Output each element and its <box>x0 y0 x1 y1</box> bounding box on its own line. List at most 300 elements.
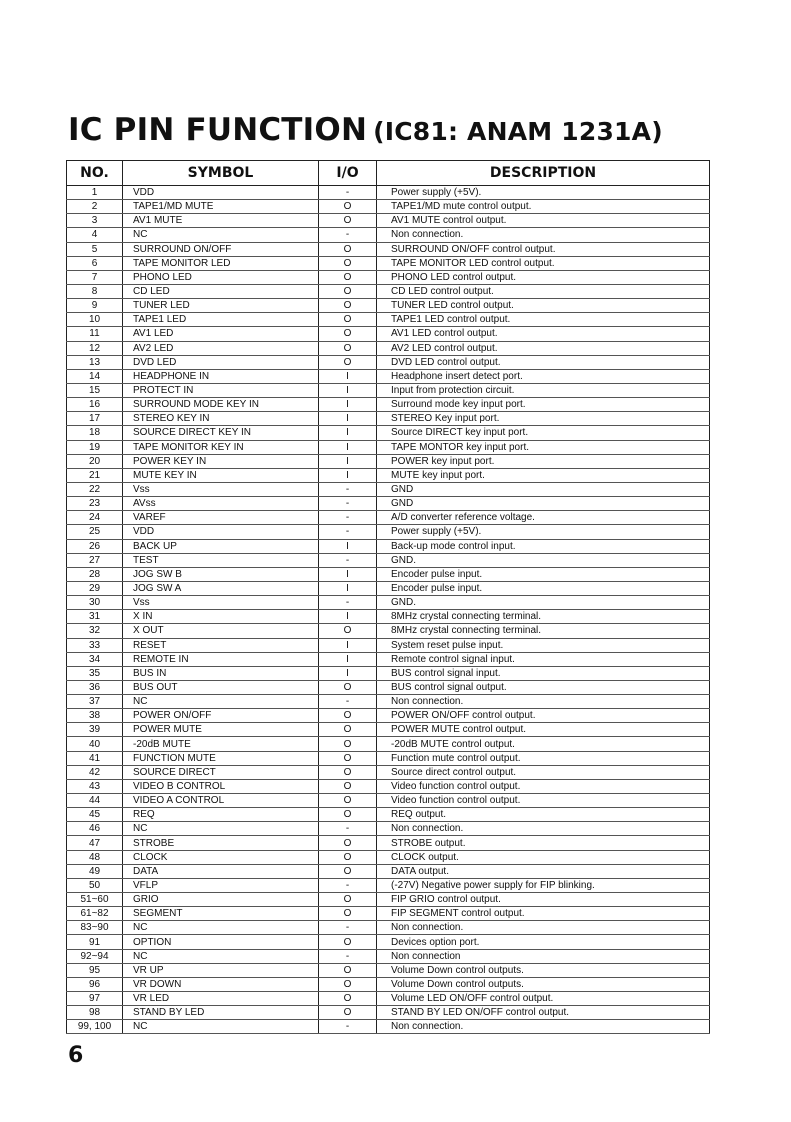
symbol-cell: VR LED <box>123 992 319 1006</box>
io-cell: - <box>319 596 377 610</box>
table-row <box>67 638 710 652</box>
pin-number-cell: 15 <box>67 383 123 397</box>
pin-number-cell: 32 <box>67 624 123 638</box>
io-cell: O <box>319 723 377 737</box>
io-cell: - <box>319 186 377 200</box>
table-row <box>67 893 710 907</box>
symbol-cell: AV1 LED <box>123 327 319 341</box>
io-cell: I <box>319 440 377 454</box>
table-row <box>67 497 710 511</box>
io-cell: O <box>319 709 377 723</box>
pin-number-cell: 21 <box>67 468 123 482</box>
description-cell: BUS control signal output. <box>377 680 710 694</box>
table-row <box>67 383 710 397</box>
table-row <box>67 822 710 836</box>
description-cell: POWER ON/OFF control output. <box>377 709 710 723</box>
symbol-cell: DATA <box>123 864 319 878</box>
table-row <box>67 794 710 808</box>
pin-number-cell: 36 <box>67 680 123 694</box>
pin-number-cell: 2 <box>67 200 123 214</box>
pin-number-cell: 61~82 <box>67 907 123 921</box>
pin-function-table <box>66 160 710 1034</box>
pin-number-cell: 16 <box>67 398 123 412</box>
table-row <box>67 1020 710 1034</box>
io-cell: I <box>319 581 377 595</box>
table-row <box>67 214 710 228</box>
pin-number-cell: 35 <box>67 666 123 680</box>
table-row <box>67 440 710 454</box>
io-cell: O <box>319 963 377 977</box>
io-cell: I <box>319 398 377 412</box>
description-cell: AV1 LED control output. <box>377 327 710 341</box>
symbol-cell: VIDEO A CONTROL <box>123 794 319 808</box>
io-cell: O <box>319 907 377 921</box>
description-cell: Input from protection circuit. <box>377 383 710 397</box>
table-row <box>67 539 710 553</box>
io-cell: - <box>319 695 377 709</box>
io-cell: O <box>319 864 377 878</box>
symbol-cell: SURROUND ON/OFF <box>123 242 319 256</box>
symbol-cell: TEST <box>123 553 319 567</box>
header-no: NO. <box>67 161 123 186</box>
io-cell: - <box>319 921 377 935</box>
symbol-cell: VDD <box>123 525 319 539</box>
description-cell: (-27V) Negative power supply for FIP blinking. <box>377 878 710 892</box>
table-row <box>67 454 710 468</box>
description-cell: POWER MUTE control output. <box>377 723 710 737</box>
description-cell: Remote control signal input. <box>377 652 710 666</box>
pin-number-cell: 26 <box>67 539 123 553</box>
symbol-cell: TUNER LED <box>123 299 319 313</box>
pin-number-cell: 24 <box>67 511 123 525</box>
pin-number-cell: 39 <box>67 723 123 737</box>
description-cell: Non connection. <box>377 1020 710 1034</box>
description-cell: Back-up mode control input. <box>377 539 710 553</box>
io-cell: I <box>319 426 377 440</box>
io-cell: O <box>319 355 377 369</box>
io-cell: I <box>319 454 377 468</box>
table-row <box>67 511 710 525</box>
table-row <box>67 850 710 864</box>
pin-number-cell: 9 <box>67 299 123 313</box>
symbol-cell: MUTE KEY IN <box>123 468 319 482</box>
description-cell: GND <box>377 497 710 511</box>
description-cell: GND <box>377 482 710 496</box>
symbol-cell: Vss <box>123 596 319 610</box>
io-cell: O <box>319 1006 377 1020</box>
table-row <box>67 907 710 921</box>
table-row <box>67 341 710 355</box>
symbol-cell: NC <box>123 921 319 935</box>
symbol-cell: -20dB MUTE <box>123 737 319 751</box>
io-cell: O <box>319 327 377 341</box>
pin-number-cell: 29 <box>67 581 123 595</box>
description-cell: POWER key input port. <box>377 454 710 468</box>
description-cell: Encoder pulse input. <box>377 567 710 581</box>
symbol-cell: POWER KEY IN <box>123 454 319 468</box>
table-row <box>67 992 710 1006</box>
pin-number-cell: 20 <box>67 454 123 468</box>
table-row <box>67 284 710 298</box>
symbol-cell: NC <box>123 695 319 709</box>
io-cell: O <box>319 765 377 779</box>
description-cell: Encoder pulse input. <box>377 581 710 595</box>
symbol-cell: TAPE MONITOR KEY IN <box>123 440 319 454</box>
table-row <box>67 553 710 567</box>
table-row <box>67 525 710 539</box>
pin-number-cell: 96 <box>67 977 123 991</box>
pin-number-cell: 38 <box>67 709 123 723</box>
table-row <box>67 977 710 991</box>
description-cell: TAPE1/MD mute control output. <box>377 200 710 214</box>
io-cell: O <box>319 893 377 907</box>
table-row <box>67 652 710 666</box>
table-row <box>67 426 710 440</box>
symbol-cell: VAREF <box>123 511 319 525</box>
pin-number-cell: 22 <box>67 482 123 496</box>
table-row <box>67 355 710 369</box>
pin-number-cell: 30 <box>67 596 123 610</box>
description-cell: Devices option port. <box>377 935 710 949</box>
description-cell: Headphone insert detect port. <box>377 369 710 383</box>
symbol-cell: STROBE <box>123 836 319 850</box>
symbol-cell: BACK UP <box>123 539 319 553</box>
pin-number-cell: 99, 100 <box>67 1020 123 1034</box>
symbol-cell: TAPE MONITOR LED <box>123 256 319 270</box>
symbol-cell: VIDEO B CONTROL <box>123 779 319 793</box>
symbol-cell: REQ <box>123 808 319 822</box>
io-cell: O <box>319 284 377 298</box>
io-cell: O <box>319 256 377 270</box>
description-cell: AV2 LED control output. <box>377 341 710 355</box>
description-cell: TAPE MONITOR LED control output. <box>377 256 710 270</box>
pin-number-cell: 18 <box>67 426 123 440</box>
symbol-cell: PHONO LED <box>123 270 319 284</box>
symbol-cell: HEADPHONE IN <box>123 369 319 383</box>
table-row <box>67 567 710 581</box>
description-cell: Non connection. <box>377 695 710 709</box>
io-cell: I <box>319 369 377 383</box>
table-row <box>67 935 710 949</box>
symbol-cell: VR UP <box>123 963 319 977</box>
description-cell: TUNER LED control output. <box>377 299 710 313</box>
pin-number-cell: 92~94 <box>67 949 123 963</box>
pin-number-cell: 17 <box>67 412 123 426</box>
io-cell: I <box>319 468 377 482</box>
title-subtitle: (IC81: ANAM 1231A) <box>373 117 663 146</box>
table-row <box>67 299 710 313</box>
description-cell: Non connection <box>377 949 710 963</box>
io-cell: O <box>319 341 377 355</box>
io-cell: - <box>319 511 377 525</box>
pin-number-cell: 41 <box>67 751 123 765</box>
description-cell: Non connection. <box>377 228 710 242</box>
io-cell: I <box>319 412 377 426</box>
description-cell: -20dB MUTE control output. <box>377 737 710 751</box>
pin-number-cell: 49 <box>67 864 123 878</box>
table-row <box>67 737 710 751</box>
table-row <box>67 200 710 214</box>
table-row <box>67 256 710 270</box>
pin-number-cell: 28 <box>67 567 123 581</box>
symbol-cell: CD LED <box>123 284 319 298</box>
io-cell: O <box>319 935 377 949</box>
description-cell: FIP GRIO control output. <box>377 893 710 907</box>
description-cell: Video function control output. <box>377 779 710 793</box>
pin-number-cell: 47 <box>67 836 123 850</box>
description-cell: Volume Down control outputs. <box>377 963 710 977</box>
symbol-cell: DVD LED <box>123 355 319 369</box>
page-title <box>68 112 663 148</box>
symbol-cell: AV1 MUTE <box>123 214 319 228</box>
pin-number-cell: 98 <box>67 1006 123 1020</box>
table-row <box>67 412 710 426</box>
symbol-cell: GRIO <box>123 893 319 907</box>
description-cell: Power supply (+5V). <box>377 525 710 539</box>
symbol-cell: X OUT <box>123 624 319 638</box>
io-cell: O <box>319 313 377 327</box>
symbol-cell: VR DOWN <box>123 977 319 991</box>
description-cell: System reset pulse input. <box>377 638 710 652</box>
io-cell: O <box>319 751 377 765</box>
description-cell: PHONO LED control output. <box>377 270 710 284</box>
description-cell: STEREO Key input port. <box>377 412 710 426</box>
table-row <box>67 581 710 595</box>
description-cell: TAPE MONTOR key input port. <box>377 440 710 454</box>
pin-number-cell: 51~60 <box>67 893 123 907</box>
description-cell: Power supply (+5V). <box>377 186 710 200</box>
symbol-cell: STAND BY LED <box>123 1006 319 1020</box>
pin-number-cell: 97 <box>67 992 123 1006</box>
table-row <box>67 779 710 793</box>
pin-number-cell: 43 <box>67 779 123 793</box>
io-cell: O <box>319 977 377 991</box>
pin-number-cell: 5 <box>67 242 123 256</box>
pin-number-cell: 25 <box>67 525 123 539</box>
pin-number-cell: 19 <box>67 440 123 454</box>
symbol-cell: BUS IN <box>123 666 319 680</box>
description-cell: TAPE1 LED control output. <box>377 313 710 327</box>
io-cell: - <box>319 822 377 836</box>
symbol-cell: CLOCK <box>123 850 319 864</box>
pin-number-cell: 44 <box>67 794 123 808</box>
pin-number-cell: 13 <box>67 355 123 369</box>
description-cell: BUS control signal input. <box>377 666 710 680</box>
table-row <box>67 186 710 200</box>
description-cell: Non connection. <box>377 921 710 935</box>
table-row <box>67 242 710 256</box>
table-row <box>67 610 710 624</box>
table-row <box>67 808 710 822</box>
pin-number-cell: 83~90 <box>67 921 123 935</box>
pin-number-cell: 45 <box>67 808 123 822</box>
header-io: I/O <box>319 161 377 186</box>
io-cell: O <box>319 794 377 808</box>
symbol-cell: SURROUND MODE KEY IN <box>123 398 319 412</box>
table-row <box>67 398 710 412</box>
table-row <box>67 709 710 723</box>
symbol-cell: TAPE1 LED <box>123 313 319 327</box>
description-cell: STAND BY LED ON/OFF control output. <box>377 1006 710 1020</box>
symbol-cell: STEREO KEY IN <box>123 412 319 426</box>
table-row <box>67 1006 710 1020</box>
description-cell: 8MHz crystal connecting terminal. <box>377 624 710 638</box>
symbol-cell: RESET <box>123 638 319 652</box>
io-cell: I <box>319 383 377 397</box>
io-cell: I <box>319 652 377 666</box>
description-cell: A/D converter reference voltage. <box>377 511 710 525</box>
symbol-cell: VDD <box>123 186 319 200</box>
symbol-cell: JOG SW B <box>123 567 319 581</box>
io-cell: O <box>319 270 377 284</box>
table-row <box>67 327 710 341</box>
io-cell: O <box>319 242 377 256</box>
symbol-cell: JOG SW A <box>123 581 319 595</box>
pin-number-cell: 33 <box>67 638 123 652</box>
symbol-cell: VFLP <box>123 878 319 892</box>
table-row <box>67 369 710 383</box>
description-cell: MUTE key input port. <box>377 468 710 482</box>
pin-number-cell: 10 <box>67 313 123 327</box>
symbol-cell: OPTION <box>123 935 319 949</box>
io-cell: - <box>319 228 377 242</box>
description-cell: Volume LED ON/OFF control output. <box>377 992 710 1006</box>
table-row <box>67 878 710 892</box>
description-cell: DVD LED control output. <box>377 355 710 369</box>
description-cell: REQ output. <box>377 808 710 822</box>
symbol-cell: TAPE1/MD MUTE <box>123 200 319 214</box>
io-cell: - <box>319 1020 377 1034</box>
io-cell: I <box>319 666 377 680</box>
header-description: DESCRIPTION <box>377 161 710 186</box>
table-row <box>67 228 710 242</box>
table-row <box>67 765 710 779</box>
symbol-cell: SOURCE DIRECT <box>123 765 319 779</box>
io-cell: - <box>319 482 377 496</box>
table-row <box>67 313 710 327</box>
pin-number-cell: 50 <box>67 878 123 892</box>
description-cell: DATA output. <box>377 864 710 878</box>
pin-number-cell: 11 <box>67 327 123 341</box>
symbol-cell: BUS OUT <box>123 680 319 694</box>
symbol-cell: NC <box>123 228 319 242</box>
table-row <box>67 270 710 284</box>
table-header-row <box>67 161 710 186</box>
title-main: IC PIN FUNCTION <box>68 112 368 148</box>
pin-number-cell: 95 <box>67 963 123 977</box>
io-cell: O <box>319 992 377 1006</box>
symbol-cell: AVss <box>123 497 319 511</box>
io-cell: O <box>319 299 377 313</box>
io-cell: - <box>319 497 377 511</box>
symbol-cell: SEGMENT <box>123 907 319 921</box>
io-cell: I <box>319 567 377 581</box>
pin-number-cell: 37 <box>67 695 123 709</box>
io-cell: - <box>319 949 377 963</box>
description-cell: Function mute control output. <box>377 751 710 765</box>
table-row <box>67 751 710 765</box>
description-cell: Video function control output. <box>377 794 710 808</box>
symbol-cell: PROTECT IN <box>123 383 319 397</box>
description-cell: CLOCK output. <box>377 850 710 864</box>
table-row <box>67 624 710 638</box>
pin-number-cell: 34 <box>67 652 123 666</box>
description-cell: Source DIRECT key input port. <box>377 426 710 440</box>
io-cell: I <box>319 638 377 652</box>
pin-number-cell: 12 <box>67 341 123 355</box>
io-cell: - <box>319 525 377 539</box>
description-cell: Surround mode key input port. <box>377 398 710 412</box>
symbol-cell: X IN <box>123 610 319 624</box>
pin-number-cell: 42 <box>67 765 123 779</box>
table-row <box>67 695 710 709</box>
description-cell: STROBE output. <box>377 836 710 850</box>
description-cell: GND. <box>377 596 710 610</box>
io-cell: I <box>319 539 377 553</box>
pin-number-cell: 23 <box>67 497 123 511</box>
description-cell: GND. <box>377 553 710 567</box>
io-cell: O <box>319 779 377 793</box>
io-cell: O <box>319 737 377 751</box>
table-row <box>67 723 710 737</box>
table-row <box>67 921 710 935</box>
io-cell: O <box>319 836 377 850</box>
symbol-cell: NC <box>123 949 319 963</box>
table-row <box>67 864 710 878</box>
description-cell: Volume Down control outputs. <box>377 977 710 991</box>
table-row <box>67 596 710 610</box>
table-row <box>67 680 710 694</box>
pin-number-cell: 14 <box>67 369 123 383</box>
pin-number-cell: 4 <box>67 228 123 242</box>
io-cell: O <box>319 200 377 214</box>
description-cell: 8MHz crystal connecting terminal. <box>377 610 710 624</box>
description-cell: AV1 MUTE control output. <box>377 214 710 228</box>
header-symbol: SYMBOL <box>123 161 319 186</box>
pin-number-cell: 6 <box>67 256 123 270</box>
io-cell: O <box>319 680 377 694</box>
description-cell: CD LED control output. <box>377 284 710 298</box>
description-cell: SURROUND ON/OFF control output. <box>377 242 710 256</box>
io-cell: O <box>319 850 377 864</box>
pin-number-cell: 1 <box>67 186 123 200</box>
io-cell: I <box>319 610 377 624</box>
pin-number-cell: 27 <box>67 553 123 567</box>
pin-number-cell: 40 <box>67 737 123 751</box>
io-cell: O <box>319 808 377 822</box>
io-cell: O <box>319 214 377 228</box>
table-row <box>67 468 710 482</box>
symbol-cell: REMOTE IN <box>123 652 319 666</box>
page-number: 6 <box>68 1043 84 1068</box>
table-row <box>67 836 710 850</box>
io-cell: O <box>319 624 377 638</box>
table-body <box>67 186 710 1034</box>
symbol-cell: SOURCE DIRECT KEY IN <box>123 426 319 440</box>
description-cell: FIP SEGMENT control output. <box>377 907 710 921</box>
pin-number-cell: 3 <box>67 214 123 228</box>
symbol-cell: POWER ON/OFF <box>123 709 319 723</box>
table-row <box>67 949 710 963</box>
symbol-cell: AV2 LED <box>123 341 319 355</box>
table-row <box>67 666 710 680</box>
io-cell: - <box>319 553 377 567</box>
description-cell: Source direct control output. <box>377 765 710 779</box>
symbol-cell: FUNCTION MUTE <box>123 751 319 765</box>
pin-number-cell: 46 <box>67 822 123 836</box>
io-cell: - <box>319 878 377 892</box>
table-row <box>67 482 710 496</box>
